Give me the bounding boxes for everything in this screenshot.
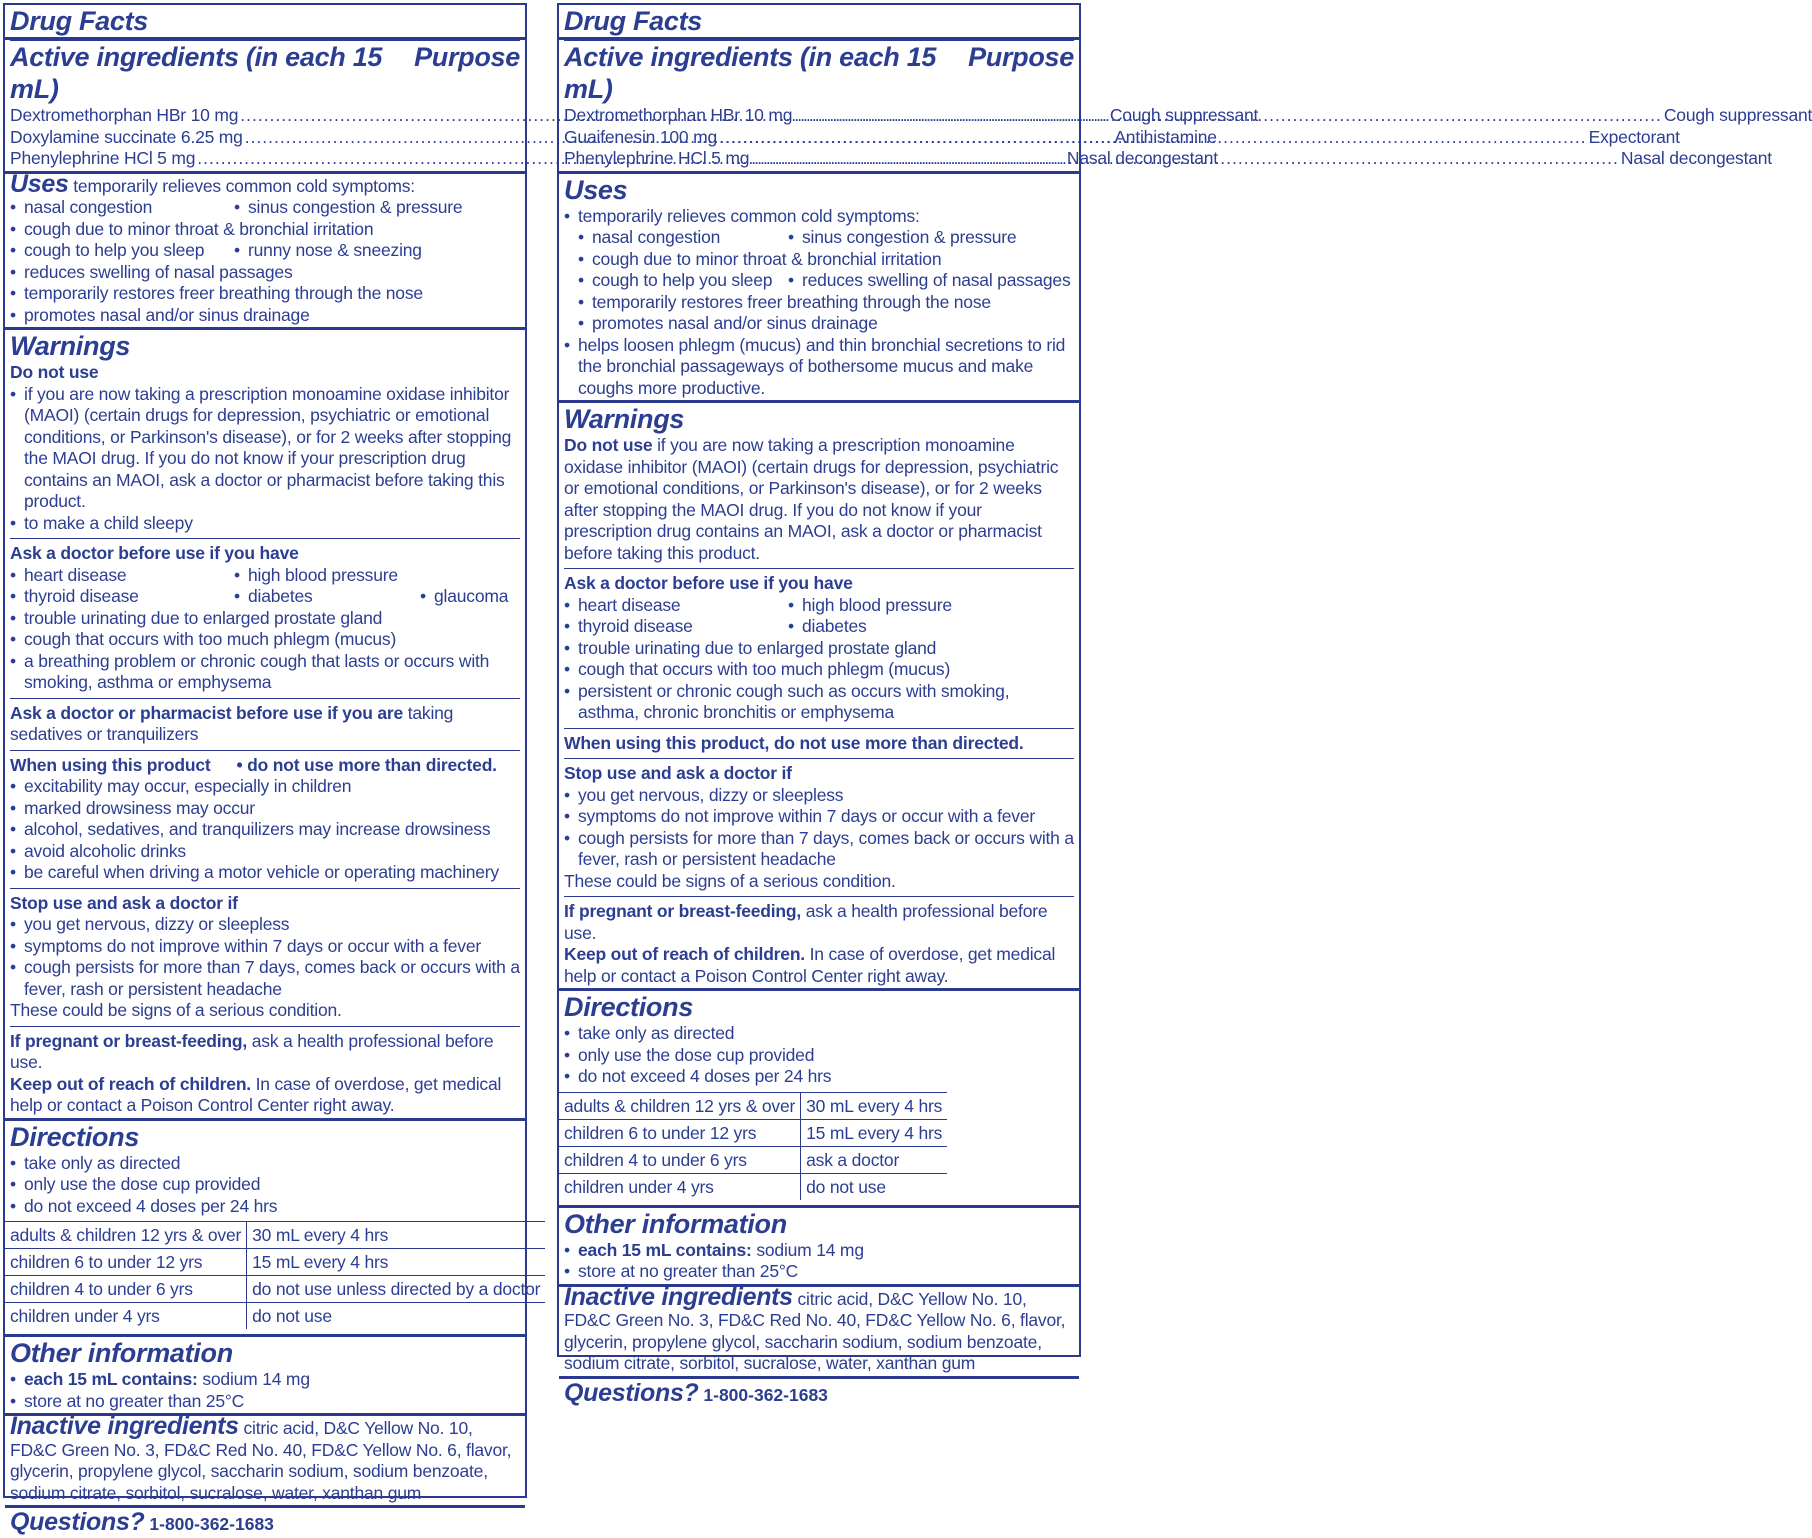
warnings-section: Warnings Do not use • if you are now taking a prescription monoamine oxidase inhibitor (MAOI) (certain drugs for depression, psychiatric or emotional conditions, or Parkinson's disease), or for 2 weeks after stopping the MAOI drug. If you do not know if your prescription drug contains an MAOI, ask a doctor or pharmacist before taking this product. • to make a child sleepy Ask a doctor before use if you have • heart disease • high blood pressure • thyroid disease • diabetes • glaucoma • trouble urinating due to enlarged prostate gland • cough that occurs with too much phlegm (mucus) • a breathing problem or chronic cough that lasts or occurs with smoking, asthma or emphysema Ask a doctor or pharmacist before use if you are taking sedatives or tranquilizers When using this product • do not use more than directed. • excitability may occur, especially in children • marked drowsiness may occur • alcohol, sedatives, and tranquilizers may increase drowsiness • avoid alcoholic drinks • be careful when driving a motor vehicle or operating machinery Stop use and ask a doctor if • you get nervous, dizzy or sleepless • symptoms do not improve within 7 days or occur with a fever • cough persists for more than 7 days, comes back or occurs with a fever, rash or persistent headache These could be signs of a serious condition. If pregnant or breast-feeding, ask a health professional before use. Keep out of reach of children. In case of overdose, get medical help or contact a Poison Control Center right away. [5,330,525,1121]
drug-facts-title: Drug Facts [10,6,149,36]
phone-number: 1-800-362-1683 [144,1514,274,1534]
title-section [559,5,1079,40]
active-ingredients-header: Active ingredients (in each 15 mL) [564,42,937,104]
table-row: children under 4 yrs do not use [5,1303,545,1330]
uses-section: Uses temporarily relieves common cold symptoms: • nasal congestion • sinus congestion & pressure • cough due to minor throat & bronchial irritation • cough to help you sleep • runny nose & sneezing • reduces swelling of nasal passages • temporarily restores freer breathing through the nose • promotes nasal and/or sinus drainage [5,174,525,331]
warnings-header: Warnings [10,331,131,361]
uses-header: Uses [564,174,628,205]
other-information-section: Other information • each 15 mL contains: sodium 14 mg • store at no greater than 25°C [559,1208,1079,1287]
table-row: adults & children 12 yrs & over 30 mL every 4 hrs [559,1092,947,1119]
inactive-ingredients-header: Inactive ingredients [564,1282,793,1311]
table-row: adults & children 12 yrs & over 30 mL every 4 hrs [5,1222,545,1249]
dosage-table [5,1221,545,1329]
inactive-ingredients-section: Inactive ingredients citric acid, D&C Yellow No. 10, FD&C Green No. 3, FD&C Red No. 40, FD&C Yellow No. 6, flavor, glycerin, propylene glycol, saccharin sodium, sodium benzoate, sodium citrate, sorbitol, sucralose, water, xanthan gum [559,1287,1079,1379]
questions-section [559,1379,1079,1409]
ingredient-row: Dextromethorphan HBr 10 mg ..... Cough suppressant [10,105,520,127]
directions-section: Directions • take only as directed • only use the dose cup provided • do not exceed 4 doses per 24 hrs adults & children 12 yrs & over 30 mL every 4 hrs children 6 to under 12 yrs 15 mL every 4 hrs children 4 to under 6 yrs do not use unless directed by a doctor children under 4 yrs do not use [5,1121,525,1338]
active-ingredients-header: Active ingredients (in each 15 mL) [10,42,383,104]
ingredient-row: Guaifenesin 100 mg ..... Expectorant [564,127,1074,149]
uses-section: Uses • temporarily relieves common cold symptoms: • nasal congestion • sinus congestion & pressure • cough due to minor throat & bronchial irritation • cough to help you sleep • reduces swelling of nasal passages • temporarily restores freer breathing through the nose • promotes nasal and/or sinus drainage • helps loosen phlegm (mucus) and thin bronchial secretions to rid the bronchial passageways of bothersome mucus and make coughs more productive. [559,174,1079,404]
table-row: children 4 to under 6 yrs do not use unless directed by a doctor [5,1276,545,1303]
uses-header: Uses [10,169,69,198]
ingredient-row: Doxylamine succinate 6.25 mg ..... Antihistamine [10,127,520,149]
directions-header: Directions [10,1121,140,1152]
questions-section [5,1508,525,1538]
table-row: children 4 to under 6 yrs ask a doctor [559,1146,947,1173]
ingredient-row: Phenylephrine HCl 5 mg ..... Nasal decongestant [564,148,1074,170]
table-row: children 6 to under 12 yrs 15 mL every 4 hrs [559,1119,947,1146]
title-section [5,5,525,40]
other-information-header: Other information [564,1208,787,1239]
other-information-header: Other information [10,1338,233,1368]
other-information-section: Other information • each 15 mL contains: sodium 14 mg • store at no greater than 25°C [5,1337,525,1416]
drug-facts-title: Drug Facts [564,6,703,36]
warnings-section: Warnings Do not use if you are now taking a prescription monoamine oxidase inhibitor (MAOI) (certain drugs for depression, psychiatric or emotional conditions, or Parkinson's disease), or for 2 weeks after stopping the MAOI drug. If you do not know if your prescription drug contains an MAOI, ask a doctor or pharmacist before taking this product. Ask a doctor before use if you have • heart disease • high blood pressure • thyroid disease • diabetes • trouble urinating due to enlarged prostate gland • cough that occurs with too much phlegm (mucus) • persistent or chronic cough such as occurs with smoking, asthma, chronic bronchitis or emphysema When using this product, do not use more than directed. Stop use and ask a doctor if • you get nervous, dizzy or sleepless • symptoms do not improve within 7 days or occur with a fever • cough persists for more than 7 days, comes back or occurs with a fever, rash or persistent headache These could be signs of a serious condition. If pregnant or breast-feeding, ask a health professional before use. Keep out of reach of children. In case of overdose, get medical help or contact a Poison Control Center right away. [559,403,1079,991]
purpose-header: Purpose [414,42,520,72]
inactive-ingredients-header: Inactive ingredients [10,1412,239,1440]
warnings-header: Warnings [564,404,685,434]
ingredient-row: Phenylephrine HCl 5 mg ..... Nasal decongestant [10,148,520,170]
table-row: children 6 to under 12 yrs 15 mL every 4 hrs [5,1249,545,1276]
ingredient-row: Dextromethorphan HBr 10 mg ..... Cough suppressant [564,105,1074,127]
inactive-ingredients-section: Inactive ingredients citric acid, D&C Yellow No. 10, FD&C Green No. 3, FD&C Red No. 40, FD&C Yellow No. 6, flavor, glycerin, propylene glycol, saccharin sodium, sodium benzoate, sodium citrate, sorbitol, sucralose, water, xanthan gum [5,1416,525,1508]
phone-number: 1-800-362-1683 [698,1384,828,1405]
questions-header: Questions? [10,1508,145,1536]
dosage-table [559,1092,947,1200]
table-row: children under 4 yrs do not use [559,1173,947,1200]
purpose-header: Purpose [968,42,1074,72]
directions-header: Directions [564,992,694,1022]
directions-section: Directions • take only as directed • only use the dose cup provided • do not exceed 4 doses per 24 hrs adults & children 12 yrs & over 30 mL every 4 hrs children 6 to under 12 yrs 15 mL every 4 hrs children 4 to under 6 yrs ask a doctor children under 4 yrs do not use [559,991,1079,1208]
questions-header: Questions? [564,1378,699,1407]
